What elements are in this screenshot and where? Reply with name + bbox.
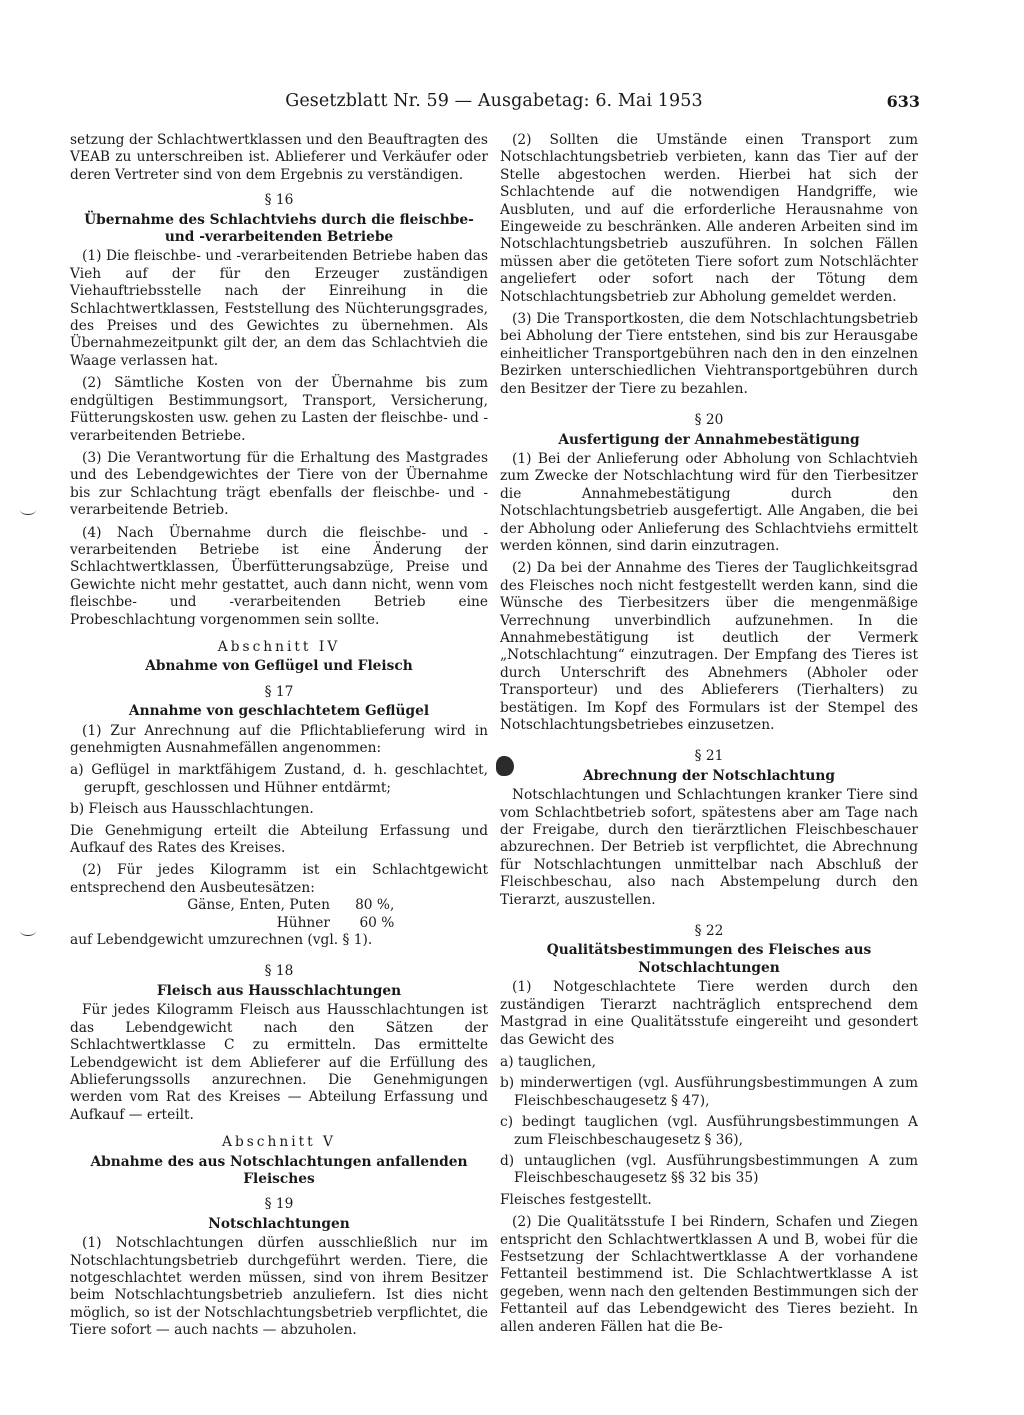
paragraph: Für jedes Kilogramm Fleisch aus Hausschlachtungen ist das Lebendgewicht nach den Sätzen der Schlachtwertklasse C zu ermitteln. Das ermittelte Lebendgewicht ist dem Ablieferer auf die Erfüllung des Ablieferungssolls anzurechnen. Die Genehmigungen werden vom Rat des Kreises — Abteilung Erfassung und Aufkauf — erteilt. — [70, 1002, 488, 1123]
section-number: § 19 — [264, 1196, 294, 1213]
section-title: Fleisch aus Hausschlachtungen — [156, 982, 402, 999]
section-title: Ausfertigung der Annahmebestätigung — [558, 431, 860, 448]
paragraph: (2) Für jedes Kilogramm ist ein Schlachtgewicht entsprechend den Ausbeutesätzen: — [70, 862, 488, 896]
yield-value: 80 %, — [355, 897, 395, 914]
section-title: Annahme von geschlachtetem Geflügel — [128, 703, 430, 720]
section-title: Qualitätsbestimmungen des Fleisches aus Notschlachtungen — [546, 942, 872, 976]
right-column — [500, 132, 918, 1341]
section-title: Übernahme des Schlachtviehs durch die fleischbe- und -verarbeitenden Betriebe — [84, 211, 474, 246]
paragraph: (2) Sollten die Umstände einen Transport zum Notschlachtungsbetrieb verbieten, kann das Tier auf der Stelle abgestochen werden. Hierbei hat sich der Schlachtende auf die notwendigen Handgriffe, wie Ausbluten, und auf die erforderliche Herausnahme von Eingeweide zu beschränken. Alle anderen Arbeiten sind im Notschlachtungsbetrieb auszuführen. In solchen Fällen müssen aber die getöteten Tiere sofort zum Notschlächter angeliefert oder sofort nach der Tötung dem Notschlachtungsbetrieb zur Abholung gemeldet werden. — [500, 132, 918, 305]
list-item: a) tauglichen, — [500, 1053, 597, 1070]
yield-label: Gänse, Enten, Puten — [187, 897, 330, 914]
margin-mark — [20, 505, 36, 515]
paragraph: Fleisches festgestellt. — [500, 1191, 652, 1208]
page-header — [68, 91, 920, 113]
list-item: d) untauglichen (vgl. Ausführungsbestimmungen A zum Fleischbeschaugesetz §§ 32 bis 35) — [500, 1152, 918, 1187]
part-heading: Abschnitt V — [222, 1134, 336, 1151]
page-number: 633 — [886, 92, 920, 111]
paragraph: (2) Die Qualitätsstufe I bei Rindern, Schafen und Ziegen entspricht den Schlachtwertklassen A und B, wobei für die Festsetzung der Schlachtwertklasse A der vorhandene Fettanteil bestimmend ist. Die Schlachtwertklasse A ist gegeben, wenn nach den geltenden Bestimmungen sich der Fettanteil auf das Lebendgewicht des Tieres bezieht. In allen anderen Fällen hat die Be- — [500, 1214, 918, 1335]
section-number: § 18 — [264, 963, 294, 980]
list-item: c) bedingt tauglichen (vgl. Ausführungsbestimmungen A zum Fleischbeschaugesetz § 36), — [500, 1114, 918, 1148]
paragraph: (1) Zur Anrechnung auf die Pflichtablieferung wird in genehmigten Ausnahmefällen angenommen: — [70, 722, 488, 756]
section-title: Notschlachtungen — [208, 1215, 350, 1232]
paragraph: Die Genehmigung erteilt die Abteilung Erfassung und Aufkauf des Rates des Kreises. — [70, 822, 488, 857]
section-number: § 22 — [694, 923, 724, 940]
left-column — [70, 132, 488, 1345]
paragraph: (2) Sämtliche Kosten von der Übernahme bis zum endgültigen Bestimmungsort, Transport, Versicherung, Fütterungskosten usw. gehen zu Lasten der fleischbe- und -verarbeitenden Betriebe. — [70, 375, 488, 444]
paragraph: (1) Die fleischbe- und -verarbeitenden Betriebe haben das Vieh auf der für den Erzeuger zuständigen Viehauftriebsstelle nach der Einreihung in die Schlachtwertklassen, Feststellung des Nüchterungsgrades, des Preises und des Gewichtes zu übernehmen. Als Übernahmezeitpunkt gilt der, an dem das Schlachtvieh die Waage verlassen hat. — [70, 248, 488, 369]
paragraph: (3) Die Transportkosten, die dem Notschlachtungsbetrieb bei Abholung der Tiere entstehen, sind bis zur Herausgabe einheitlicher Transportgebühren nach den in den einzelnen Bezirken unterschiedlichen Viehtransportgebühren durch den Besitzer der Tiere zu bezahlen. — [500, 311, 918, 397]
paragraph: (2) Da bei der Annahme des Tieres der Tauglichkeitsgrad des Fleisches noch nicht festgestellt werden kann, sind die Wünsche des Tierbesitzers über die mengenmäßige Verrechnung unverbindlich aufzunehmen. In die Annahmebestätigung ist deutlich der Vermerk „Notschlachtung“ einzutragen. Der Empfang des Tieres ist durch Unterschrift des Abnehmers (Abholer oder Transporteur) und des Ablieferers (Tierhalters) zu bestätigen. Im Kopf des Formulars ist der Stempel des Notschlachtungsbetriebes einzusetzen. — [500, 560, 918, 733]
margin-mark — [20, 926, 36, 936]
section-number: § 20 — [694, 412, 724, 429]
section-number: § 16 — [264, 192, 294, 209]
section-number: § 17 — [264, 683, 294, 700]
part-heading: Abschnitt IV — [217, 638, 341, 655]
paragraph: (3) Die Verantwortung für die Erhaltung des Mastgrades und des Lebendgewichtes der Tiere von der Übernahme bis zur Schlachtung trägt ebenfalls der fleischbe- und -verarbeitende Betrieb. — [70, 449, 488, 519]
paragraph: (4) Nach Übernahme durch die fleischbe- und -verarbeitenden Betriebe ist eine Änderung der Schlachtwertklassen, Überfütterungsabzüge, Preise und Gewichte nicht mehr gestattet, auch dann nicht, wenn vom fleischbe- und -verarbeitenden Betrieb eine Probeschlachtung vorgenommen sein sollte. — [70, 524, 488, 628]
paragraph: auf Lebendgewicht umzurechnen (vgl. § 1). — [70, 932, 373, 949]
yield-row — [70, 915, 488, 932]
section-number: § 21 — [694, 748, 724, 765]
paragraph: (1) Notgeschlachtete Tiere werden durch den zuständigen Tierarzt nachträglich entsprechend dem Mastgrad in eine Qualitätsstufe eingereiht und gesondert das Gewicht des — [500, 979, 918, 1048]
part-title: Abnahme des aus Notschlachtungen anfallenden Fleisches — [90, 1153, 468, 1187]
section-title: Abrechnung der Notschlachtung — [582, 767, 836, 784]
paragraph: setzung der Schlachtwertklassen und den Beauftragten des VEAB zu unterschreiben ist. Ablieferer und Verkäufer oder deren Vertreter sind von dem Ergebnis zu verständigen. — [70, 132, 488, 183]
paragraph: Notschlachtungen und Schlachtungen kranker Tiere sind vom Schlachtbetrieb sofort, spätestens aber am Tage nach der Freigabe, durch den tierärztlichen Fleischbeschauer abzurechnen. Der Betrieb ist verpflichtet, die Abrechnung für Notschlachtungen unmittelbar nach Abschluß der Fleischbeschau, also nach Abstempelung durch den Tierarzt, auszustellen. — [500, 787, 918, 908]
part-title: Abnahme von Geflügel und Fleisch — [145, 658, 413, 675]
paragraph: (1) Notschlachtungen dürfen ausschließlich nur im Notschlachtungsbetrieb durchgeführt werden. Tiere, die notgeschlachtet werden müssen, sind von ihrem Besitzer beim Notschlachtungsbetrieb anzuliefern. Ist dies nicht möglich, so ist der Notschlachtungsbetrieb verpflichtet, die Tiere sofort — auch nachts — abzuholen. — [70, 1235, 488, 1339]
yield-row — [70, 897, 488, 914]
yield-value: 60 % — [359, 914, 395, 931]
list-item: b) minderwertigen (vgl. Ausführungsbestimmungen A zum Fleischbeschaugesetz § 47), — [500, 1075, 918, 1109]
gazette-title: Gesetzblatt Nr. 59 — Ausgabetag: 6. Mai 1953 — [285, 91, 703, 111]
list-item: b) Fleisch aus Hausschlachtungen. — [70, 801, 314, 818]
yield-label: Hühner — [276, 914, 330, 931]
list-item: a) Geflügel in marktfähigem Zustand, d. h. geschlachtet, gerupft, geschlossen und Hühner entdärmt; — [70, 762, 488, 796]
paragraph: (1) Bei der Anlieferung oder Abholung von Schlachtvieh zum Zwecke der Notschlachtung wird für den Tierbesitzer die Annahmebestätigung durch den Notschlachtungsbetrieb ausgefertigt. Alle Angaben, die bei der Abholung oder Anlieferung des Schlachtviehs ermittelt werden können, sind darin einzutragen. — [500, 450, 918, 554]
